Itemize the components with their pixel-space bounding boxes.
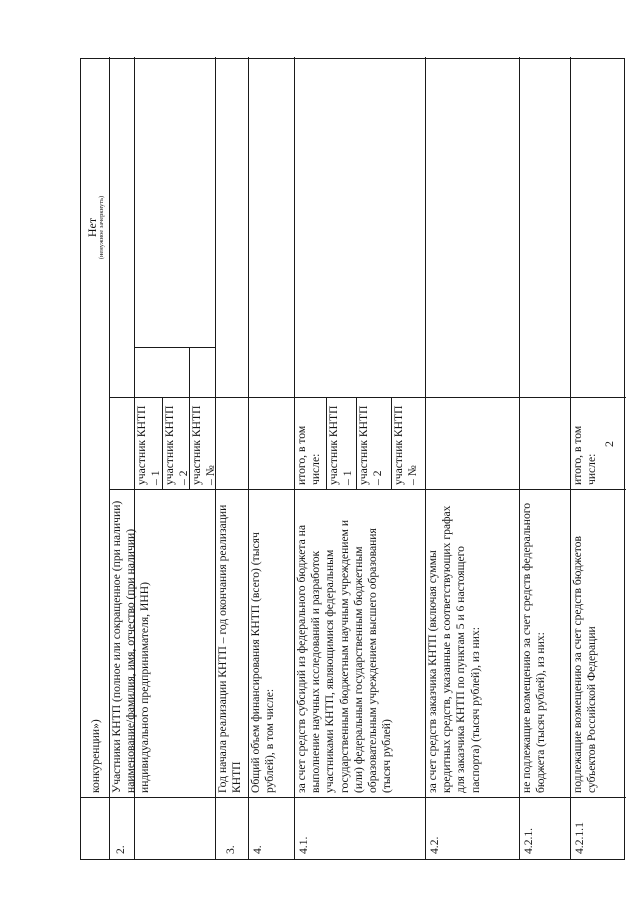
row-description: Общий объем финансирования КНТП (всего) (тысяч рублей), в том числе: [249,532,277,793]
row-description: за счет средств заказчика КНТП (включая суммы кредитных средств, указанные в соответствующих графах для заказчика КНТП по пунктам 5 и 6 настоящего паспорта) (тысяч рублей), из них: [426,505,482,793]
row-description: за счет средств субсидий из федерального бюджета на выполнение научных исследований и разработок участниками КНТП, являющимися федеральным государственным бюджетным научным учреждением и (или) федеральным государственным бюджетным образовательным учреждением высшего образования (тысяч рублей) [295,519,394,793]
row-number: 3. [224,845,237,854]
participant-label: участник КНТП – 1 [327,405,355,485]
participant-label: участник КНТП – № [190,405,218,485]
row-number: 4.2.1. [522,827,535,854]
row-number: 4. [251,845,264,854]
participant-label: участник КНТП – 1 [135,405,163,485]
answer-option-label: Нет [85,217,99,238]
row-description: подлежащие возмещению за счет средств бюджетов субъектов Российской Федерации [571,536,599,793]
participant-label: итого, в том числе: [571,425,599,485]
row-number: 4.2. [428,836,441,854]
row-description: не подлежащие возмещению за счет средств федерального бюджета (тысяч рублей), из них: [520,502,548,793]
rotated-table-wrapper [80,58,625,860]
page-number: 2 [602,441,616,447]
participant-label: участник КНТП – 2 [163,405,191,485]
row-number: 2. [114,845,127,854]
row-description: Год начала реализации КНТП – год окончания реализации КНТП [216,504,244,793]
participant-label: итого, в том числе: [295,425,323,485]
row-description: Участники КНТП (полное или сокращенное (при наличии) наименование/фамилия, имя, отчество (при наличии) индивидуального предпринимателя, ИНН) [110,500,152,793]
passport-table [80,58,625,860]
value-subrow-divider [189,348,190,398]
value-subcolumn-divider [134,347,215,348]
answer-option-hint: (ненужное зачеркнуть) [98,195,105,260]
participant-label: участник КНТП – № [392,405,420,485]
header-continuation: конкуренции») [89,719,102,793]
participant-label: участник КНТП – 2 [357,405,385,485]
row-number: 4.1. [297,836,310,854]
row-number: 4.2.1.1 [573,822,586,854]
